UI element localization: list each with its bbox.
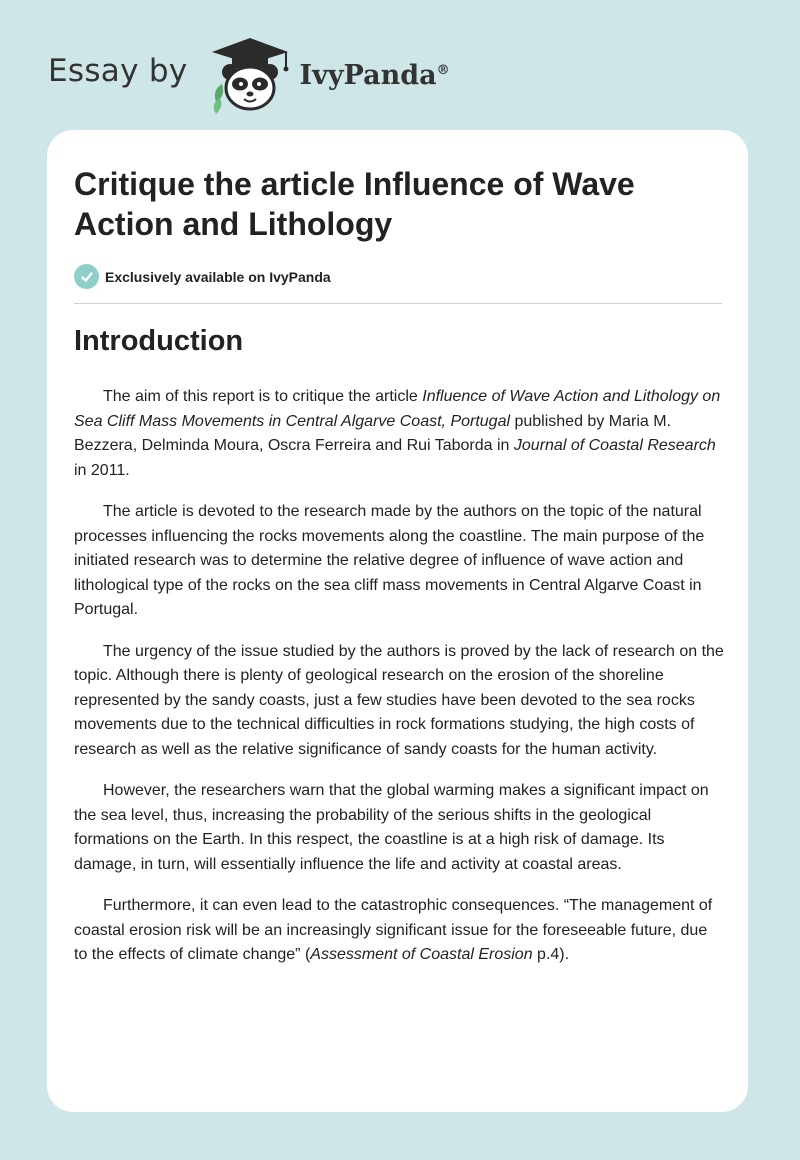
paragraph-4: However, the researchers warn that the global warming makes a significant impact on the sea level, thus, increasing the probability of the serious shifts in the geological formations on the Earth. In this respect, the coastline is at a high risk of damage. Its damage, in turn, will essentially influence the life and activity at coastal areas. xyxy=(74,782,709,873)
essay-card xyxy=(47,130,748,1112)
article-title-ref: Influence of Wave Action and Lithology on Sea Cliff Mass Movements in Central Algarve Coast, Portugal xyxy=(74,388,721,430)
check-icon xyxy=(74,264,99,289)
brand-name[interactable]: IvyPanda® xyxy=(299,59,450,91)
paragraph-2: The article is devoted to the research made by the authors on the topic of the natural processes influencing the rocks movements along the coastline. The main purpose of the initiated research was to determine the relative degree of influence of wave action and lithological type of the rocks on the sea cliff mass movements in Central Algarve Coast in Portugal. xyxy=(74,503,705,618)
paragraph-1: The aim of this report is to critique the article Influence of Wave Action and Lithology on Sea Cliff Mass Movements in Central Algarve Coast, Portugal published by Maria M. Bezzera, Delminda Moura, Oscra Ferreira and Rui Taborda in Journal of Coastal Research in 2011. xyxy=(74,388,721,479)
badge-label: Exclusively available on IvyPanda xyxy=(105,268,331,285)
registered-mark: ® xyxy=(436,62,450,78)
paragraph-5: Furthermore, it can even lead to the catastrophic consequences. “The management of coastal erosion risk will be an increasingly significant issue for the foreseeable future, due to the effects of climate change” (Assessment of Coastal Erosion p.4). xyxy=(74,897,713,963)
page-title: Critique the article Influence of Wave Action and Lithology xyxy=(74,166,635,242)
essay-by-label: Essay by xyxy=(48,53,188,89)
exclusive-badge xyxy=(74,264,331,289)
paragraph-3: The urgency of the issue studied by the authors is proved by the lack of research on the topic. Although there is plenty of geological research on the erosion of the shoreline represented by the sandy coasts, just a few studies have been devoted to the sea rocks movements due to the technical difficulties in rock formations studying, the high costs of research as well as the relative significance of sandy coasts for the human activity. xyxy=(74,642,724,758)
journal-name: Journal of Coastal Research xyxy=(513,437,716,454)
site-header xyxy=(48,34,450,114)
section-heading: Introduction xyxy=(74,325,244,357)
panda-logo-icon[interactable] xyxy=(202,34,298,114)
article-body xyxy=(74,385,724,985)
divider xyxy=(74,303,722,304)
cited-source: Assessment of Coastal Erosion xyxy=(310,946,533,963)
